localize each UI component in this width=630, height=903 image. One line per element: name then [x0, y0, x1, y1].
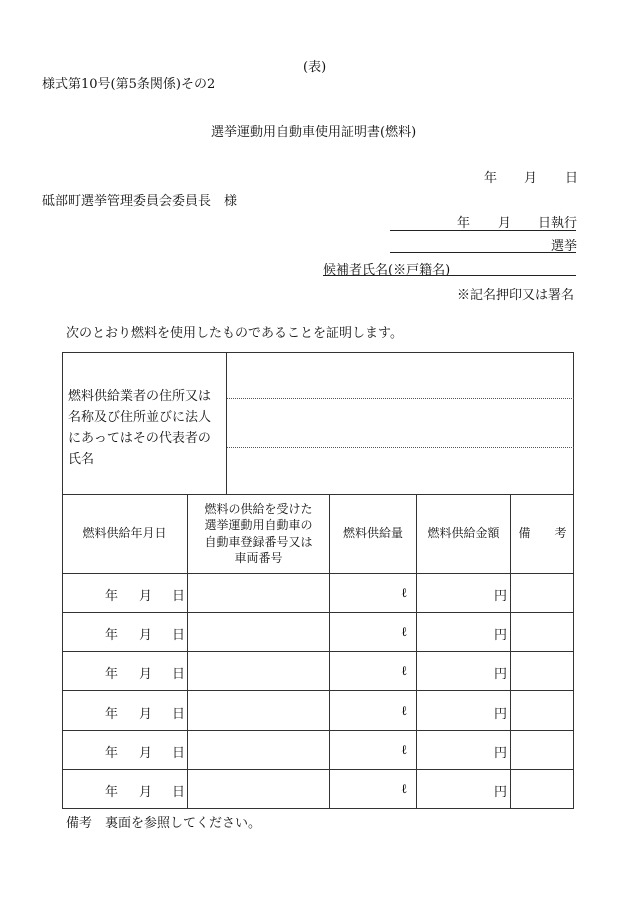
- row-year: 年: [105, 589, 119, 604]
- election-underline: [390, 252, 576, 253]
- election-day-exec: 日執行: [538, 216, 578, 231]
- row-quantity-unit: ℓ: [401, 743, 408, 758]
- row-line: [62, 612, 574, 613]
- date-year: 年: [484, 171, 498, 186]
- row-year: 年: [105, 785, 119, 800]
- row-year: 年: [105, 746, 119, 761]
- date-exec-underline: [390, 230, 576, 231]
- row-day: 日: [172, 589, 186, 604]
- footer-note: 備考 裏面を参照してください。: [66, 816, 262, 831]
- row-line: [62, 730, 574, 731]
- header-remarks: 備 考: [518, 526, 567, 541]
- candidate-underline: [323, 275, 576, 276]
- header-amount: 燃料供給金額: [427, 526, 500, 541]
- date-day: 日: [565, 171, 579, 186]
- row-line: [62, 690, 574, 691]
- row-year: 年: [105, 707, 119, 722]
- row-month: 月: [139, 707, 153, 722]
- row-day: 日: [172, 667, 186, 682]
- election-label: 選挙: [551, 239, 578, 254]
- row-day: 日: [172, 785, 186, 800]
- supplier-label-line: 氏名: [68, 452, 95, 467]
- election-year: 年: [457, 216, 471, 231]
- row-quantity-unit: ℓ: [401, 625, 408, 640]
- row-day: 日: [172, 628, 186, 643]
- supplier-label-line: 名称及び住所並びに法人: [68, 410, 212, 425]
- supplier-dotted-line-2: [227, 447, 574, 448]
- row-amount-unit: 円: [494, 667, 508, 682]
- header-quantity: 燃料供給量: [342, 526, 403, 541]
- addressee: 砥部町選挙管理委員会委員長 様: [42, 194, 238, 209]
- row-month: 月: [139, 628, 153, 643]
- row-year: 年: [105, 667, 119, 682]
- row-amount-unit: 円: [494, 785, 508, 800]
- row-quantity-unit: ℓ: [401, 586, 408, 601]
- row-line: [62, 651, 574, 652]
- header-date: 燃料供給年月日: [82, 526, 167, 541]
- supplier-dotted-line-1: [227, 398, 574, 399]
- row-year: 年: [105, 628, 119, 643]
- row-quantity-unit: ℓ: [401, 782, 408, 797]
- row-day: 日: [172, 746, 186, 761]
- row-month: 月: [139, 785, 153, 800]
- supplier-label-line: にあってはその代表者の: [68, 431, 211, 446]
- row-amount-unit: 円: [494, 746, 508, 761]
- intro-text: 次のとおり燃料を使用したものであることを証明します。: [66, 326, 403, 341]
- row-quantity-unit: ℓ: [401, 664, 408, 679]
- row-amount-unit: 円: [494, 589, 508, 604]
- supplier-label-line: 燃料供給業者の住所又は: [68, 389, 212, 404]
- supplier-divider: [226, 352, 227, 495]
- side-label: (表): [303, 60, 327, 75]
- supplier-address-field[interactable]: [228, 353, 572, 397]
- supplier-label: [68, 386, 211, 470]
- row-quantity-unit: ℓ: [401, 704, 408, 719]
- signature-note: ※記名押印又は署名: [457, 288, 575, 303]
- row-line: [62, 573, 574, 574]
- row-line: [62, 769, 574, 770]
- row-day: 日: [172, 707, 186, 722]
- form-number: 様式第10号(第5条関係)その2: [42, 77, 216, 92]
- date-month: 月: [524, 171, 538, 186]
- candidate-label: 候補者氏名(※戸籍名): [323, 263, 451, 278]
- row-month: 月: [139, 667, 153, 682]
- row-amount-unit: 円: [494, 707, 508, 722]
- row-amount-unit: 円: [494, 628, 508, 643]
- document-title: 選挙運動用自動車使用証明書(燃料): [211, 125, 417, 140]
- row-month: 月: [139, 589, 153, 604]
- election-month: 月: [498, 216, 512, 231]
- header-vehicle: 燃料の供給を受けた 選挙運動用自動車の 自動車登録番号又は 車両番号: [204, 502, 313, 565]
- row-month: 月: [139, 746, 153, 761]
